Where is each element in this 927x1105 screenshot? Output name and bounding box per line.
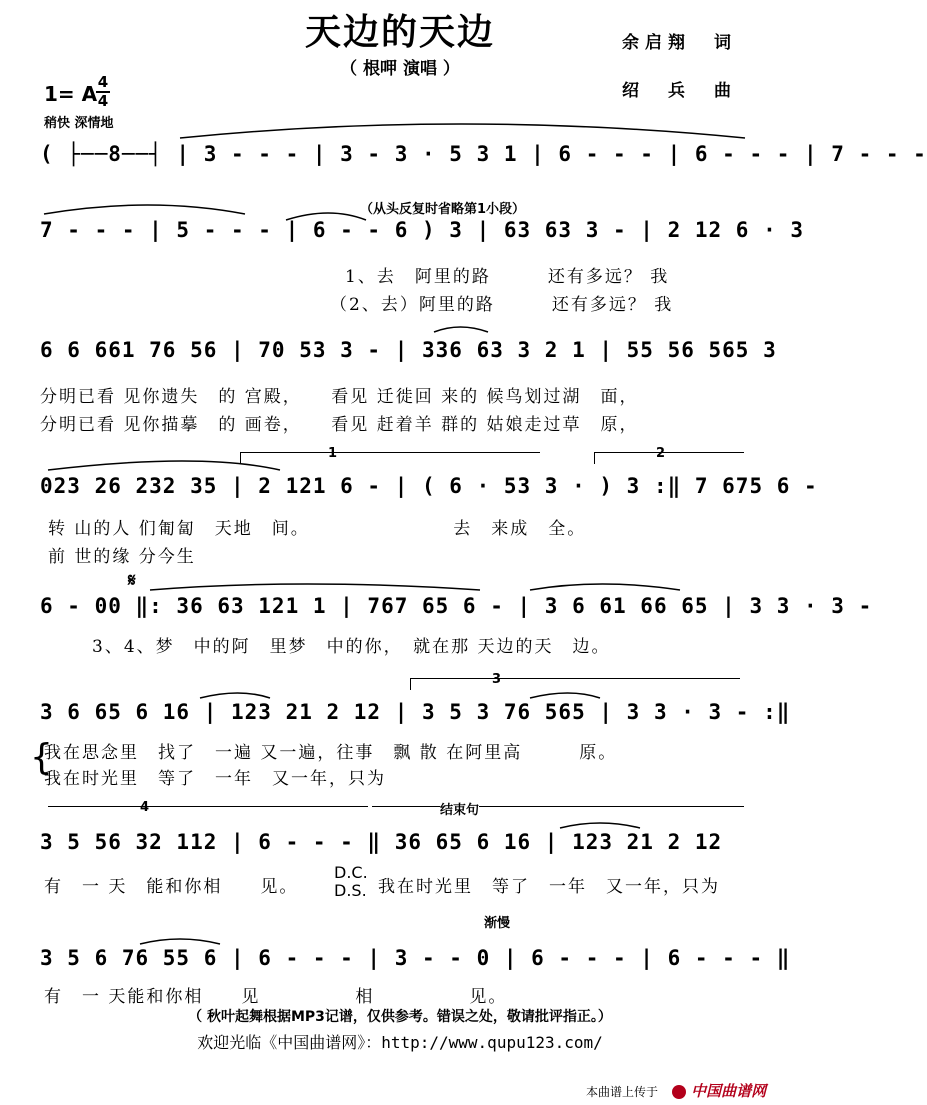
row-notes: 3 5 6 76 55 6 | 6 - - - | 3 - - 0 | 6 - - - | 6 - - - ‖ [40, 946, 791, 970]
volta-bracket-1 [240, 452, 540, 453]
volta-bracket-4 [48, 806, 368, 807]
brace-icon: { [30, 737, 53, 778]
song-title: 天边的天边 [304, 12, 495, 53]
lyric-line: 有 一 天 能和你相 见。 [44, 877, 299, 897]
lyric-line: 我在时光里 等了 一年 又一年，只为 [378, 877, 720, 897]
lyricist-credit: 余启翔 词 [622, 33, 737, 53]
volta-number: 2 [656, 446, 666, 461]
row-notes: 6 6 661 76 56 | 70 53 3 - | 336 63 3 2 1 | 55 56 565 3 [40, 338, 777, 362]
key-signature: 1= A [44, 82, 98, 106]
volta-bracket-3 [410, 678, 740, 679]
volta-number: 1 [328, 446, 338, 461]
row-notes: 3 5 56 32 112 | 6 - - - ‖ 36 65 6 16 | 123 21 2 12 [40, 830, 723, 854]
composer-credit: 绍 兵 曲 [622, 81, 737, 101]
volta-bracket-2 [594, 452, 744, 453]
volta-number: 3 [492, 672, 502, 687]
time-signature: 4 4 [97, 73, 109, 110]
website-link[interactable]: 欢迎光临《中国曲谱网》：http://www.qupu123.com/ [197, 1033, 603, 1052]
da-capo-marks: D.C. D.S. [334, 863, 368, 900]
ritardando-marking: 渐慢 [484, 916, 511, 931]
row-notes: 3 6 65 6 16 | 123 21 2 12 | 3 5 3 76 565 | 3 3 · 3 - :‖ [40, 700, 791, 724]
segno-icon: 𝄋 [128, 570, 136, 591]
row-notes: 6 - 00 ‖: 36 63 121 1 | 767 65 6 - | 3 6 61 66 65 | 3 3 · 3 - [40, 594, 873, 618]
transcription-note: （ 秋叶起舞根据MP3记谱，仅供参考。错误之处，敬请批评指正。） [188, 1009, 612, 1025]
brand-name: 中国曲谱网 [691, 1082, 767, 1100]
lyric-line: 我在时光里 等了 一年 又一年，只为 [44, 769, 386, 789]
tempo-marking: 稍快 深情地 [44, 116, 114, 131]
upload-note: 本曲谱上传于 [586, 1085, 659, 1099]
lyric-line: 分明已看 见你描摹 的 画卷， 看见 赶着羊 群的 姑娘走过草 原， [40, 415, 639, 435]
lyric-line: 3、4、梦 中的阿 里梦 中的你， 就在那 天边的天 边。 [92, 637, 611, 657]
lyric-line: （2、去）阿里的路 还有多远？ 我 [330, 295, 674, 315]
lyric-line: 我在思念里 找了 一遍 又一遍，往事 飘 散 在阿里高 原。 [44, 743, 618, 763]
lyric-line: 1、去 阿里的路 还有多远？ 我 [345, 267, 670, 287]
row-notes: 7 - - - | 5 - - - | 6 - - 6 ) 3 | 63 63 3 - | 2 12 6 · 3 [40, 218, 805, 242]
volta-number: 4 [140, 800, 150, 815]
lyric-line: 转 山的人 们匍匐 天地 间。 去 来成 全。 [48, 519, 587, 539]
lyric-line: 分明已看 见你遗失 的 宫殿， 看见 迁徙回 来的 候鸟划过湖 面， [40, 387, 639, 407]
ending-label: 结束句 [440, 799, 479, 818]
lyric-line: 前 世的缘 分今生 [48, 547, 196, 567]
logo-icon [672, 1085, 686, 1099]
ending-bracket [372, 806, 744, 807]
lyric-line: 有 一 天能和你相 见 相 见。 [44, 987, 508, 1007]
site-logo [672, 1080, 766, 1101]
row-notes: 023 26 232 35 | 2 121 6 - | ( 6 · 53 3 · ) 3 :‖ 7 675 6 - [40, 474, 818, 498]
row-notes: ( ├──8──┤ | 3 - - - | 3 - 3 · 5 3 1 | 6 - - - | 6 - - - | 7 - - - [40, 142, 927, 166]
repeat-instruction: （从头反复时省略第1小段） [360, 202, 526, 217]
singer-credit: （ 根呷 演唱 ） [340, 59, 460, 79]
